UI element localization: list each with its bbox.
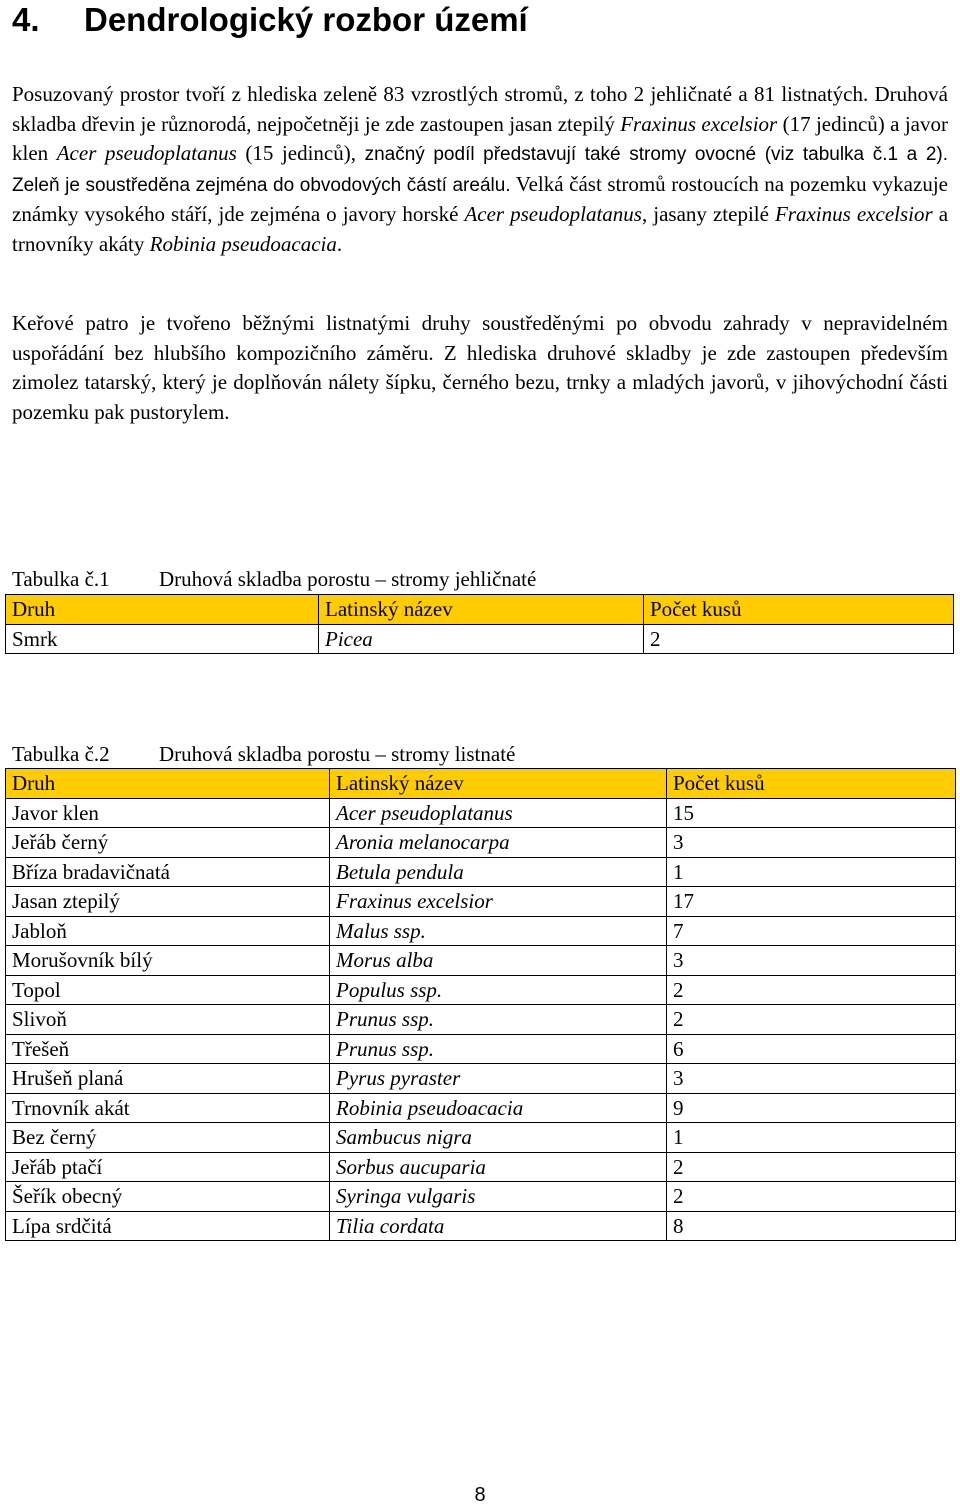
- cell-count: 3: [667, 946, 956, 976]
- cell-count: 7: [667, 916, 956, 946]
- cell-latin: Fraxinus excelsior: [330, 887, 667, 917]
- para1-latin-1: Fraxinus excelsior: [620, 111, 778, 136]
- cell-druh: Lípa srdčitá: [6, 1211, 330, 1241]
- cell-count: 2: [667, 1005, 956, 1035]
- para1-latin-4: Fraxinus excelsior: [774, 202, 933, 226]
- cell-druh: Třešeň: [6, 1034, 330, 1064]
- cell-latin: Acer pseudoplatanus: [330, 798, 667, 828]
- cell-druh: Bez černý: [6, 1123, 330, 1153]
- cell-druh: Trnovník akát: [6, 1093, 330, 1123]
- table-row: [6, 1005, 956, 1035]
- cell-druh: Jasan ztepilý: [6, 887, 330, 917]
- cell-count: 8: [667, 1211, 956, 1241]
- header-latin: Latinský název: [330, 769, 667, 799]
- table-header-row: [6, 769, 956, 799]
- header-count: Počet kusů: [667, 769, 956, 799]
- cell-druh: Jabloň: [6, 916, 330, 946]
- para1-text-6: a trnovníky akáty: [12, 202, 949, 256]
- cell-druh: Jeřáb černý: [6, 828, 330, 858]
- table-row: [6, 828, 956, 858]
- cell-count: 2: [667, 975, 956, 1005]
- table-row: [6, 975, 956, 1005]
- table-header-row: [6, 595, 954, 625]
- table2-caption: [12, 742, 515, 766]
- para1-latin-3: Acer pseudoplatanus: [464, 202, 642, 226]
- header-druh: Druh: [6, 595, 319, 625]
- table-deciduous: [5, 768, 956, 1241]
- cell-latin: Syringa vulgaris: [330, 1182, 667, 1212]
- table1-caption: [12, 567, 536, 591]
- cell-count: 15: [667, 798, 956, 828]
- cell-latin: Aronia melanocarpa: [330, 828, 667, 858]
- cell-count: 9: [667, 1093, 956, 1123]
- table1-label: Tabulka č.1: [12, 567, 110, 591]
- cell-druh: Bříza bradavičnatá: [6, 857, 330, 887]
- cell-count: 1: [667, 1123, 956, 1153]
- table-row: [6, 1093, 956, 1123]
- table2-title: Druhová skladba porostu – stromy listnaté: [159, 742, 516, 766]
- para1-text-1: Posuzovaný prostor tvoří z hlediska zeleně 83 vzrostlých stromů, z toho 2 jehličnaté a 81 listnatých. Druhová skladba dřevin je různorodá, nejpočetněji je zde zastoupen jasan ztepilý: [12, 82, 948, 136]
- cell-druh: Morušovník bílý: [6, 946, 330, 976]
- table-row: [6, 798, 956, 828]
- cell-latin: Picea: [319, 624, 644, 654]
- header-count: Počet kusů: [644, 595, 954, 625]
- section-heading: [12, 0, 528, 40]
- cell-latin: Pyrus pyraster: [330, 1064, 667, 1094]
- cell-count: 17: [667, 887, 956, 917]
- table-conifers: [5, 594, 954, 654]
- section-number: 4.: [12, 1, 40, 38]
- cell-count: 2: [644, 624, 954, 654]
- cell-druh: Jeřáb ptačí: [6, 1152, 330, 1182]
- cell-latin: Sorbus aucuparia: [330, 1152, 667, 1182]
- cell-count: 3: [667, 828, 956, 858]
- table2-label: Tabulka č.2: [12, 742, 110, 766]
- table-row: [6, 857, 956, 887]
- cell-latin: Sambucus nigra: [330, 1123, 667, 1153]
- cell-latin: Robinia pseudoacacia: [330, 1093, 667, 1123]
- paragraph-shrubs: [12, 309, 948, 427]
- cell-latin: Prunus ssp.: [330, 1034, 667, 1064]
- para1-text-4: Velká část stromů rostoucích na pozemku vykazuje známky vysokého stáří, jde zejména o javory horské: [12, 171, 948, 226]
- cell-count: 6: [667, 1034, 956, 1064]
- cell-latin: Betula pendula: [330, 857, 667, 887]
- para1-text-3: (15 jedinců),: [236, 141, 365, 165]
- cell-druh: Šeřík obecný: [6, 1182, 330, 1212]
- header-druh: Druh: [6, 769, 330, 799]
- table-row: [6, 1034, 956, 1064]
- table1-title: Druhová skladba porostu – stromy jehličnaté: [159, 567, 537, 591]
- cell-druh: Smrk: [6, 624, 319, 654]
- cell-druh: Javor klen: [6, 798, 330, 828]
- para1-latin-2: Acer pseudoplatanus: [56, 141, 237, 165]
- para1-text-2: (17 jedinců) a javor klen: [12, 111, 948, 165]
- table-row: [6, 1123, 956, 1153]
- cell-druh: Topol: [6, 975, 330, 1005]
- table-row: [6, 946, 956, 976]
- para1-latin-5: Robinia pseudoacacia: [149, 231, 337, 256]
- table-row: [6, 887, 956, 917]
- section-title: Dendrologický rozbor území: [84, 1, 528, 38]
- para1-text-5: , jasany ztepilé: [641, 202, 775, 226]
- cell-latin: Populus ssp.: [330, 975, 667, 1005]
- cell-latin: Prunus ssp.: [330, 1005, 667, 1035]
- paragraph-trees: [12, 80, 948, 259]
- table-row: [6, 1064, 956, 1094]
- para2-text-2: Z hlediska druhové skladby je zde zastoupen především zimolez tatarský, který je doplňován nálety šípku, černého bezu, trnky a mladých javorů, v jihovýchodní části pozemku pak pustorylem.: [12, 340, 948, 424]
- para1-text-7: .: [336, 231, 343, 256]
- header-latin: Latinský název: [319, 595, 644, 625]
- table-row: [6, 1211, 956, 1241]
- table-row: [6, 916, 956, 946]
- cell-latin: Tilia cordata: [330, 1211, 667, 1241]
- table-row: [6, 1152, 956, 1182]
- page-number: 8: [474, 1484, 486, 1506]
- cell-count: 3: [667, 1064, 956, 1094]
- cell-latin: Morus alba: [330, 946, 667, 976]
- para1-sans-text: značný podíl představují také stromy ovocné (viz tabulka č.1 a 2). Zeleň je soustředěna zejména do obvodových částí areálu.: [12, 144, 949, 196]
- cell-druh: Hrušeň planá: [6, 1064, 330, 1094]
- table-row: [6, 1182, 956, 1212]
- cell-druh: Slivoň: [6, 1005, 330, 1035]
- para2-text-1: Keřové patro je tvořeno běžnými listnatými druhy soustředěnými po obvodu zahrady v nepravidelném uspořádání bez hlubšího kompozičního záměru.: [12, 311, 948, 365]
- table-row: [6, 624, 954, 654]
- cell-count: 2: [667, 1152, 956, 1182]
- cell-count: 1: [667, 857, 956, 887]
- cell-latin: Malus ssp.: [330, 916, 667, 946]
- cell-count: 2: [667, 1182, 956, 1212]
